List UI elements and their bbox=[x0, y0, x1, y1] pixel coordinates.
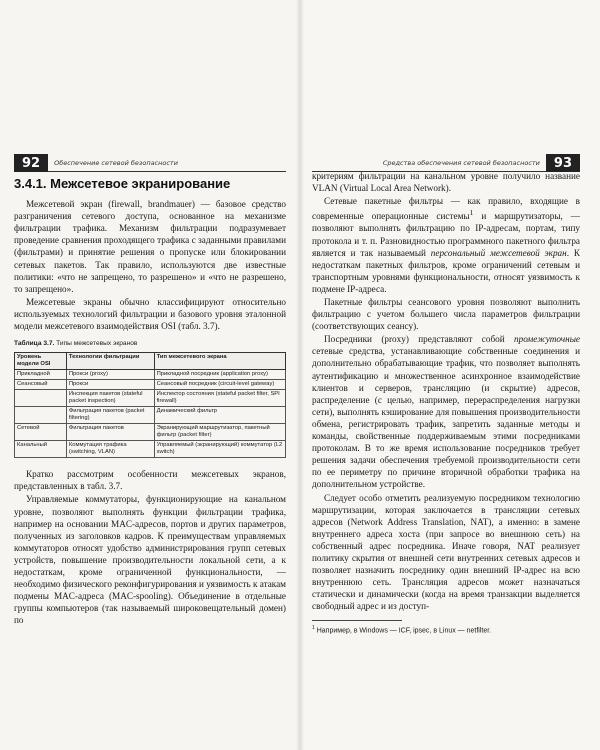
table-cell: Коммутация трафика (switching, VLAN) bbox=[66, 441, 154, 458]
table-caption-label: Таблица 3.7. bbox=[14, 340, 55, 348]
table-cell: Канальный bbox=[15, 441, 67, 458]
table-row bbox=[15, 407, 286, 424]
left-page-content bbox=[14, 176, 286, 626]
paragraph-proxies bbox=[312, 333, 580, 490]
footnote-text: Например, в Windows — ICF, ipsec, в Linux — netfilter. bbox=[314, 627, 492, 635]
table-cell: Экранирующий маршрутизатор, пакетный фильтр (packet filter) bbox=[154, 424, 285, 441]
footnote-rule bbox=[312, 620, 402, 621]
table-cell: Фильтрация пакетов bbox=[66, 424, 154, 441]
left-running-header bbox=[14, 154, 286, 172]
table-row bbox=[15, 441, 286, 458]
table-cell: Управляемый (экранирующий) коммутатор (L2 switch) bbox=[154, 441, 285, 458]
table-cell: Прикладной посредник (application proxy) bbox=[154, 370, 285, 380]
table-header-cell: Технологии фильтрации bbox=[66, 353, 154, 370]
table-header-cell: Уровень модели OSI bbox=[15, 353, 67, 370]
table-caption-text: Типы межсетевых экранов bbox=[56, 340, 138, 348]
section-heading: 3.4.1. Межсетевое экранирование bbox=[14, 176, 231, 191]
table-cell: Прикладной bbox=[15, 370, 67, 380]
table-cell: Инспектор состояния (stateful packet filter, SPI firewall) bbox=[154, 390, 285, 407]
emphasis-term: персональный межсетевой экран bbox=[430, 247, 567, 258]
table-cell bbox=[15, 407, 67, 424]
text-run: . К недостаткам пакетных фильтров, кроме ограничений сетевым и транспортным уровнями функциональности, относят уязвимость к подмене IP-адреса. bbox=[312, 247, 580, 294]
footnote-marker: 1 bbox=[469, 208, 474, 218]
left-page-number: 92 bbox=[14, 154, 48, 172]
table-cell: Прокси bbox=[66, 380, 154, 390]
text-run: Сетевые пакетные фильтры — как правило, входящие в современные операционные системы bbox=[312, 196, 580, 222]
text-run: и маршрутизаторы, — позволяют выполнять фильтрацию по IP-адресам, портам, типу протокола и т. п. Разновидностью программного пакетного фильтра является и так называемый bbox=[312, 211, 580, 258]
book-gutter bbox=[296, 0, 304, 750]
firewall-types-table bbox=[14, 352, 286, 458]
table-row bbox=[15, 370, 286, 380]
paragraph-nat: Следует особо отметить реализуемую посредником технологию маршрутизации, которая заключается в трансляции сетевых адресов (Network Address Translation, NAT), а именно: в замене внутреннего адреса хоста (при запросе во внешнюю сеть) на собственный адрес посредника. Иначе говоря, NAT реализует политику скрытия от внешней сети внутренних сетевых адресов и позволяет назначить посреднику один внешний IP-адрес на всю внутреннюю сеть. Трансляция адресов может назначаться статически и динамически (когда на время транзакции выделяется свободный адрес и из доступ- bbox=[312, 492, 580, 612]
right-page-content bbox=[312, 170, 580, 636]
table-header-row bbox=[15, 353, 286, 370]
left-running-head-text: Обеспечение сетевой безопасности bbox=[48, 154, 286, 172]
text-run: сетевые средства, устанавливающие собственные соединения и дополнительно обрабатывающие трафик, что позволяет выполнять аутентификацию и множественное асинхронное взаимодействие клиентов и серверов, трансляцию (и скрытие) адресов, распределение (с целью, например, перераспределения нагрузки сети), выполнять кэширование для повышения производительности обмена, регистрировать трафик, запретить заданные методы и команды, свойственные поддерживаемым этими посредниками протоколам. В то же время использование посредников требует решения задачи обеспечения требуемой производительности сети по ее периметру по причине вторичной обработки трафика на дополнительном устройстве. bbox=[312, 346, 580, 490]
table-row bbox=[15, 390, 286, 407]
paragraph-firewall-classification: Межсетевые экраны обычно классифицируют относительно используемых технологий фильтрации и базового уровня эталонной модели межсетевого взаимодействия OSI (табл. 3.7). bbox=[14, 296, 286, 332]
table-cell: Фильтрация пакетов (packet filtering) bbox=[66, 407, 154, 424]
table-header-cell: Тип межсетевого экрана bbox=[154, 353, 285, 370]
paragraph-vlan-continuation: критериям фильтрации на канальном уровне получило название VLAN (Virtual Local Area Network). bbox=[312, 171, 580, 194]
table-cell: Сетевой bbox=[15, 424, 67, 441]
paragraph-firewall-definition: Межсетевой экран (firewall, brandmauer) — базовое средство разграничения сетевого доступа, основанное на механизме фильтрации трафика. Механизм фильтрации подразумевает проведение сравнения проходящего трафика с заданными правилами (фильтрами) и принятие решения о пропуске или блокировании сетевых пакетов. Так правило, используются две известные политики: «что не запрещено, то разрешено» и «что не разрешено, то запрещено». bbox=[14, 199, 286, 294]
table-cell bbox=[15, 390, 67, 407]
text-run: Посредники (proxy) представляют собой bbox=[324, 334, 514, 345]
paragraph-packet-filters bbox=[312, 195, 580, 295]
paragraph-session-filters: Пакетные фильтры сеансового уровня позволяют выполнить фильтрацию с учетом большего числа параметров фильтрации (соответствующих сеансу). bbox=[312, 297, 580, 332]
table-caption bbox=[14, 338, 286, 350]
table-cell: Прокси (proxy) bbox=[66, 370, 154, 380]
emphasis-term: промежуточные bbox=[514, 334, 580, 345]
table-row bbox=[15, 424, 286, 441]
table-cell: Сеансовый посредник (circuit-level gateway) bbox=[154, 380, 285, 390]
table-row bbox=[15, 380, 286, 390]
right-running-head-text: Средства обеспечения сетевой безопасности bbox=[312, 154, 546, 172]
paragraph-managed-switches: Управляемые коммутаторы, функционирующие на канальном уровне, позволяют выполнять функции фильтрации трафика, например на основании MAC-адресов, портов и других параметров, полученных из заголовков кадров. К преимуществам управляемых коммутаторов относят удобство администрирования групп сетевых устройств, повышение производительности локальной сети, а к недостаткам, кроме ограниченной функциональности, — необходимо физического реконфигурирования и уязвимость к атакам подмены MAC-адреса (MAC-spooling). Объединение в отдельные группы компьютеров (так называемый широковещательный домен) по bbox=[14, 494, 286, 626]
footnote-number: 1 bbox=[312, 625, 315, 632]
paragraph-table-intro: Кратко рассмотрим особенности межсетевых экранов, представленных в табл. 3.7. bbox=[14, 469, 286, 492]
table-cell: Динамический фильтр bbox=[154, 407, 285, 424]
table-cell: Сеансовый bbox=[15, 380, 67, 390]
footnote bbox=[312, 624, 580, 635]
right-page-number: 93 bbox=[546, 154, 580, 172]
table-cell: Инспекция пакетов (stateful packet inspection) bbox=[66, 390, 154, 407]
